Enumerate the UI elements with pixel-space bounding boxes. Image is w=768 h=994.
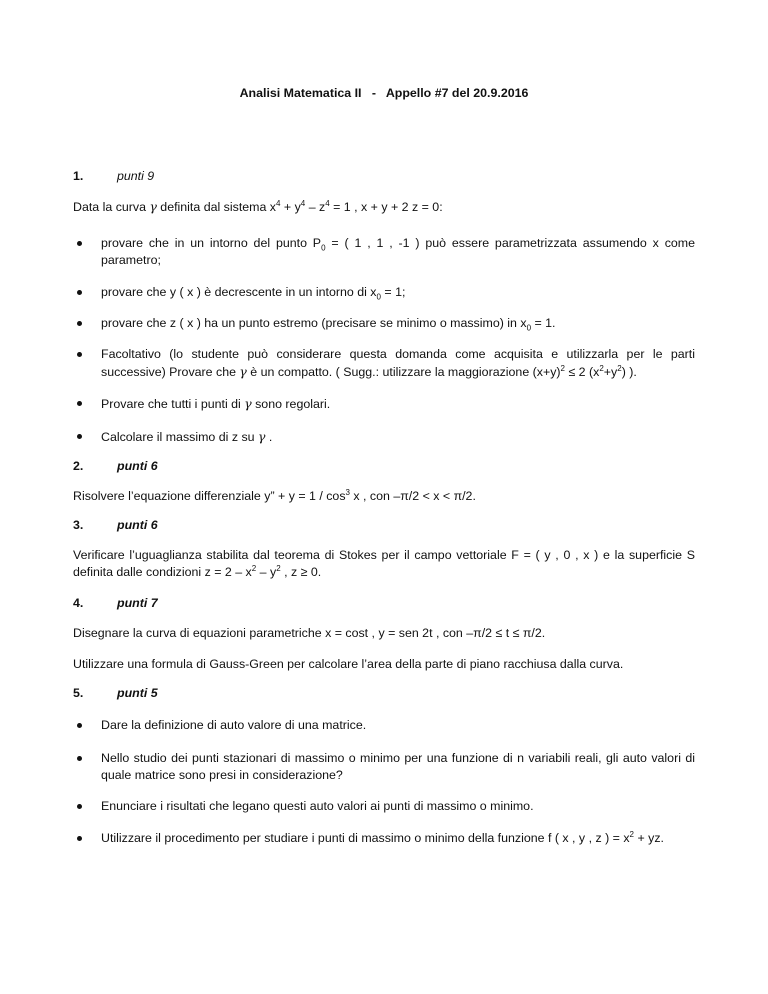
- exercise-4-points: punti 7: [117, 596, 158, 610]
- exercise-5-header: [73, 686, 158, 700]
- exercise-5-points: punti 5: [117, 686, 158, 700]
- exercise-2-number: 2.: [73, 459, 84, 473]
- exercise-2-text: Risolvere l’equazione differenziale y” + $y = 1 / \cos^3 x$ , con –π/2 < x < π/2.: [73, 487, 476, 503]
- bullet-dot: [77, 290, 82, 295]
- exercise-4-line-1: Disegnare la curva di equazioni parametriche x = cost , y = sen 2t , con –π/2 ≤ t ≤ π/2.: [73, 626, 546, 640]
- bullet-dot: [77, 321, 82, 326]
- exercise-5-number: 5.: [73, 686, 84, 700]
- bullet-dot: [77, 434, 82, 439]
- exercise-2-points: punti 6: [117, 459, 158, 473]
- exercise-1-points: punti 9: [117, 169, 155, 183]
- exercise-1-number: 1.: [73, 169, 84, 183]
- page-title: Analisi Matematica II - Appello #7 del 20.9.2016: [239, 86, 529, 100]
- bullet-dot: [77, 723, 82, 728]
- exam-page: Analisi Matematica II - Appello #7 del 20.9.2016 1. punti 9 Data la curva γ definita dal sistema $x^4 + y^4 - z^4 = 1$ , x + y + 2 z = 0: provare che in un intorno del punto $P_0$ = ( 1 , 1 , -1 ) può essere parametrizzata assumendo x come parametro; provare che y ( x ) è decrescente in un intorno di $x_0 = 1$; provare che z ( x ) ha un punto estremo (precisare se minimo o massimo) in $x_0 = 1$. Facoltativo (lo studente può considerare questa domanda come acquisita e utilizzarla per le parti successive) Provare che γ è un compatto. ( Sugg.: utilizzare la maggiorazione $(x+y)^2 \le 2$ $(x^2+y^2)$ ). Provare che tutti i punti di γ sono regolari. Calcolare il massimo di z su γ . 2. punti 6 Risolvere l’equazione differenziale y” + $y = 1 / \cos^3 x$ , con –π/2 < x < π/2. 3. punti 6 Verificare l’uguaglianza stabilita dal teorema di Stokes per il campo vettoriale F = ( y , 0 , x ) e la superficie S definita dalle condizioni $z = 2 - x^2 - y^2$ , z ≥ 0. 4. punti 7 Disegnare la curva di equazioni parametriche x = cost , y = sen 2t , con –π/2 ≤ t ≤ π/2. Utilizzare una formula di Gauss-Green per calcolare l’area della parte di piano racchiusa dalla curva. 5. punti 5 Dare la definizione di auto valore di una matrice. Nello studio dei punti stazionari di massimo o minimo per una funzione di n variabili reali, gli auto valori di quale matrice sono presi in considerazione? Enunciare i risultati che legano questi auto valori ai punti di massimo o minimo. Utilizzare il procedimento per studiare i punti di massimo o minimo della funzione f ( x , y , z ) = $x^2$ + yz.: [0, 0, 768, 994]
- bullet-dot: [77, 241, 82, 246]
- exercise-3-text: Verificare l’uguaglianza stabilita dal teorema di Stokes per il campo vettoriale F = ( y , 0 , x ) e la superficie S definita dalle condizioni $z = 2 - x^2 - y^2$ , z ≥ 0.: [73, 548, 695, 579]
- bullet-dot: [77, 401, 82, 406]
- exercise-3-header: [73, 518, 158, 532]
- exercise-1-intro: Data la curva γ definita dal sistema $x^4 + y^4 - z^4 = 1$ , x + y + 2 z = 0:: [73, 198, 443, 214]
- gamma-symbol: γ: [149, 199, 157, 214]
- bullet-dot: [77, 352, 82, 357]
- exercise-4-line-2: Utilizzare una formula di Gauss-Green per calcolare l’area della parte di piano racchiusa dalla curva.: [73, 657, 624, 671]
- exercise-2-header: [73, 459, 158, 473]
- bullet-dot: [77, 804, 82, 809]
- exercise-3-number: 3.: [73, 518, 84, 532]
- bullet-dot: [77, 756, 82, 761]
- exercise-1-header: [73, 169, 155, 183]
- exercise-3-points: punti 6: [117, 518, 158, 532]
- exercise-4-number: 4.: [73, 596, 84, 610]
- bullet-dot: [77, 836, 82, 841]
- exercise-4-header: [73, 596, 158, 610]
